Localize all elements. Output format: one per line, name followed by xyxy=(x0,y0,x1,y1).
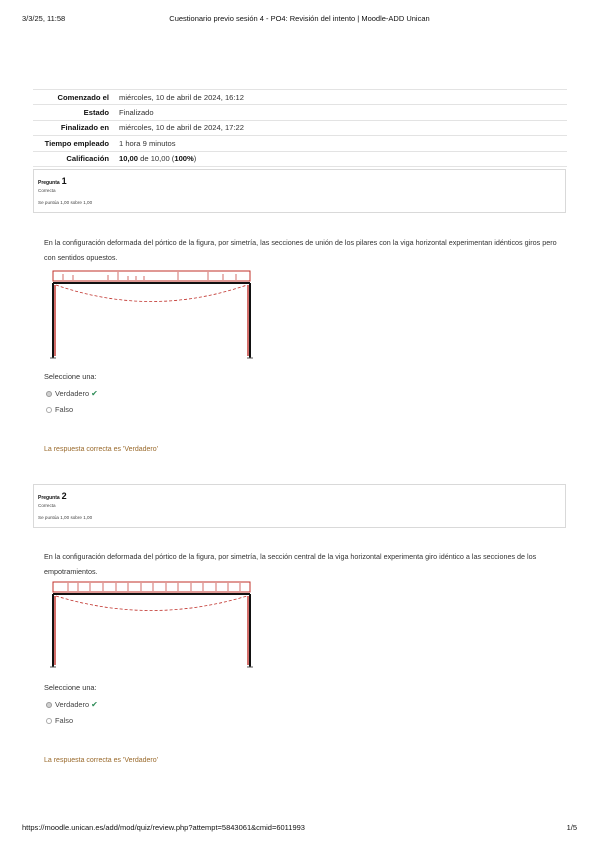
summary-label: Comenzado el xyxy=(57,92,109,102)
frame-figure xyxy=(48,270,258,362)
summary-label: Finalizado en xyxy=(60,123,109,133)
deformed-columns xyxy=(55,596,248,665)
load-arrows xyxy=(63,272,236,280)
summary-value: miércoles, 10 de abril de 2024, 17:22 xyxy=(119,123,244,133)
print-title: Cuestionario previo sesión 4 - PO4: Revisión del intento | Moodle-ADD Unican xyxy=(169,14,430,23)
radio-icon[interactable] xyxy=(46,407,52,413)
page-url: https://moodle.unican.es/add/mod/quiz/review.php?attempt=5843061&cmid=6011993 xyxy=(22,823,305,832)
question-num: 1 xyxy=(61,176,67,186)
summary-row xyxy=(33,120,567,135)
summary-value: miércoles, 10 de abril de 2024, 16:12 xyxy=(119,92,244,102)
question-prefix: Pregunta xyxy=(38,495,60,501)
question-grade: Se puntúa 1,00 sobre 1,00 xyxy=(38,200,93,205)
question-info-2 xyxy=(33,484,566,528)
attempt-summary xyxy=(33,89,567,167)
load-arrows xyxy=(68,583,240,591)
option-label: Verdadero xyxy=(55,700,90,709)
option-label: Falso xyxy=(55,405,74,414)
correct-answer: La respuesta correcta es 'Verdadero' xyxy=(44,757,158,764)
summary-label: Estado xyxy=(83,108,109,118)
option-false[interactable] xyxy=(46,716,73,726)
option-label: Verdadero xyxy=(55,389,90,398)
grade-score: 10,00 xyxy=(119,154,139,164)
radio-icon[interactable] xyxy=(46,718,52,724)
question-number xyxy=(38,491,67,501)
option-label: Falso xyxy=(55,716,74,725)
summary-value: Finalizado xyxy=(119,108,154,118)
question-status: Correcta xyxy=(38,188,56,193)
distributed-load xyxy=(53,582,250,592)
option-true[interactable] xyxy=(46,389,98,399)
grade-close: ) xyxy=(193,154,197,164)
page-number: 1/5 xyxy=(566,823,577,832)
frame xyxy=(53,594,250,667)
summary-value: 1 hora 9 minutos xyxy=(119,138,176,148)
frame-figure xyxy=(48,581,258,673)
select-prompt: Seleccione una: xyxy=(44,372,97,381)
summary-row xyxy=(33,136,567,151)
question-number xyxy=(38,176,67,186)
deformed-shape xyxy=(56,596,247,611)
summary-label: Calificación xyxy=(66,154,109,164)
question-prefix: Pregunta xyxy=(38,180,60,186)
grade-value xyxy=(115,151,567,166)
check-icon: ✔ xyxy=(91,389,98,398)
option-true[interactable] xyxy=(46,700,98,710)
question-grade: Se puntúa 1,00 sobre 1,00 xyxy=(38,515,93,520)
summary-label: Tiempo empleado xyxy=(44,138,109,148)
deformed-shape xyxy=(56,285,247,302)
check-icon: ✔ xyxy=(91,700,98,709)
option-false[interactable] xyxy=(46,405,73,415)
select-prompt: Seleccione una: xyxy=(44,683,97,692)
summary-row xyxy=(33,105,567,120)
deformed-columns xyxy=(55,285,248,356)
summary-row xyxy=(33,90,567,105)
print-date: 3/3/25, 11:58 xyxy=(22,14,66,23)
distributed-load xyxy=(53,271,250,281)
question-text: En la configuración deformada del pórtico de la figura, por simetría, las secciones de unión de los pilares con la viga horizontal experimentan idénticos giros pero con sentidos opuestos. xyxy=(44,238,557,262)
question-text: En la configuración deformada del pórtico de la figura, por simetría, la sección central de la viga horizontal experimenta giro idéntico a las secciones de los empotramientos. xyxy=(44,552,537,576)
grade-of: de 10,00 ( xyxy=(140,154,175,164)
radio-icon[interactable] xyxy=(46,702,52,708)
correct-answer: La respuesta correcta es 'Verdadero' xyxy=(44,446,158,453)
grade-percent: 100% xyxy=(174,154,194,164)
frame xyxy=(53,283,250,358)
question-status: Correcta xyxy=(38,503,56,508)
question-info-1 xyxy=(33,169,566,213)
radio-icon[interactable] xyxy=(46,391,52,397)
question-num: 2 xyxy=(61,491,67,501)
summary-row-grade xyxy=(33,151,567,166)
